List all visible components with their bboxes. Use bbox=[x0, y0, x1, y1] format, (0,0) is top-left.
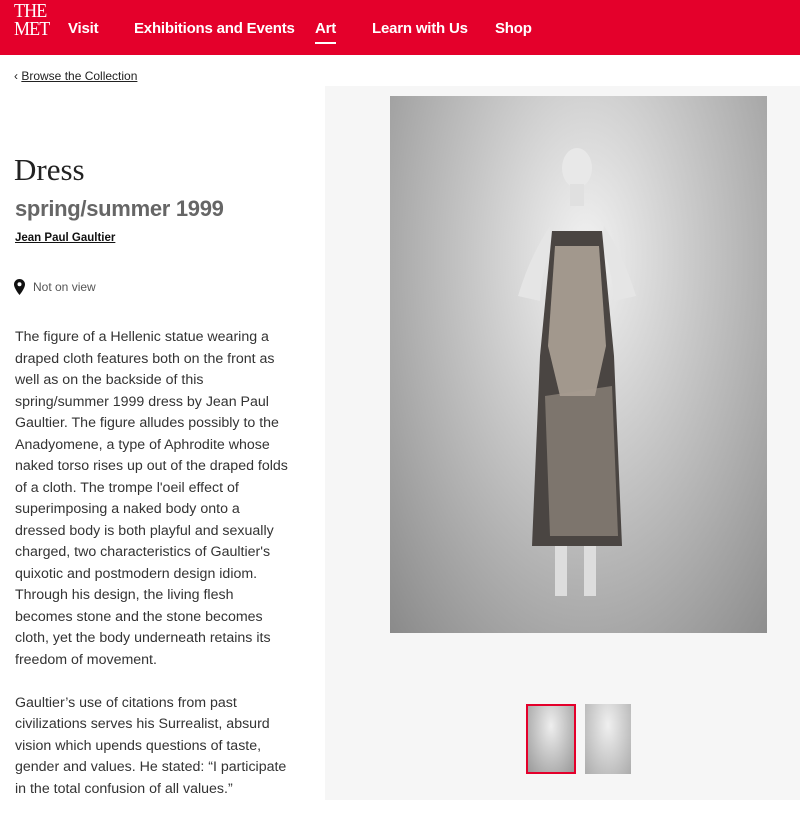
main-object-image[interactable] bbox=[390, 96, 767, 633]
map-pin-icon bbox=[14, 279, 25, 295]
object-date: spring/summer 1999 bbox=[15, 196, 224, 221]
location-status: Not on view bbox=[14, 279, 96, 295]
chevron-left-icon: ‹ bbox=[14, 69, 22, 83]
nav-learn[interactable]: Learn with Us bbox=[372, 20, 468, 37]
object-title: Dress bbox=[14, 152, 85, 187]
browse-collection-link[interactable]: ‹ Browse the Collection bbox=[14, 69, 138, 83]
artist-link[interactable]: Jean Paul Gaultier bbox=[15, 232, 116, 244]
nav-visit[interactable]: Visit bbox=[68, 20, 99, 37]
met-logo[interactable]: THE MET bbox=[14, 0, 50, 40]
nav-exhibitions[interactable]: Exhibitions and Events bbox=[134, 20, 295, 37]
site-header bbox=[0, 0, 800, 55]
dress-figure bbox=[390, 96, 767, 633]
thumbnail-1[interactable] bbox=[526, 704, 576, 774]
thumbnail-2[interactable] bbox=[585, 704, 631, 774]
nav-art[interactable]: Art bbox=[315, 20, 337, 37]
object-description: The figure of a Hellenic statue wearing a draped cloth features both on the front as well as on the backside of this spring/summer 1999 dress by Jean Paul Gaultier. The figure alludes possibly to the Anadyomene, a type of Aphrodite whose naked torso rises up out of the draped folds of a cloth. The trompe l'oeil effect of superimposing a naked body onto a dressed body is both playful and sexually charged, two characteristics of Gaultier's quixotic and postmodern design idiom. Through his design, the living flesh becomes stone and the stone becomes cloth, yet the body underneath retains its freedom of movement. Gaultier’s use of citations from past civilizations serves his Surrealist, absurd vision which upends questions of taste, gender and values. He stated: “I participate in the total confusion of all values.” bbox=[15, 329, 288, 797]
nav-shop[interactable]: Shop bbox=[495, 20, 532, 37]
